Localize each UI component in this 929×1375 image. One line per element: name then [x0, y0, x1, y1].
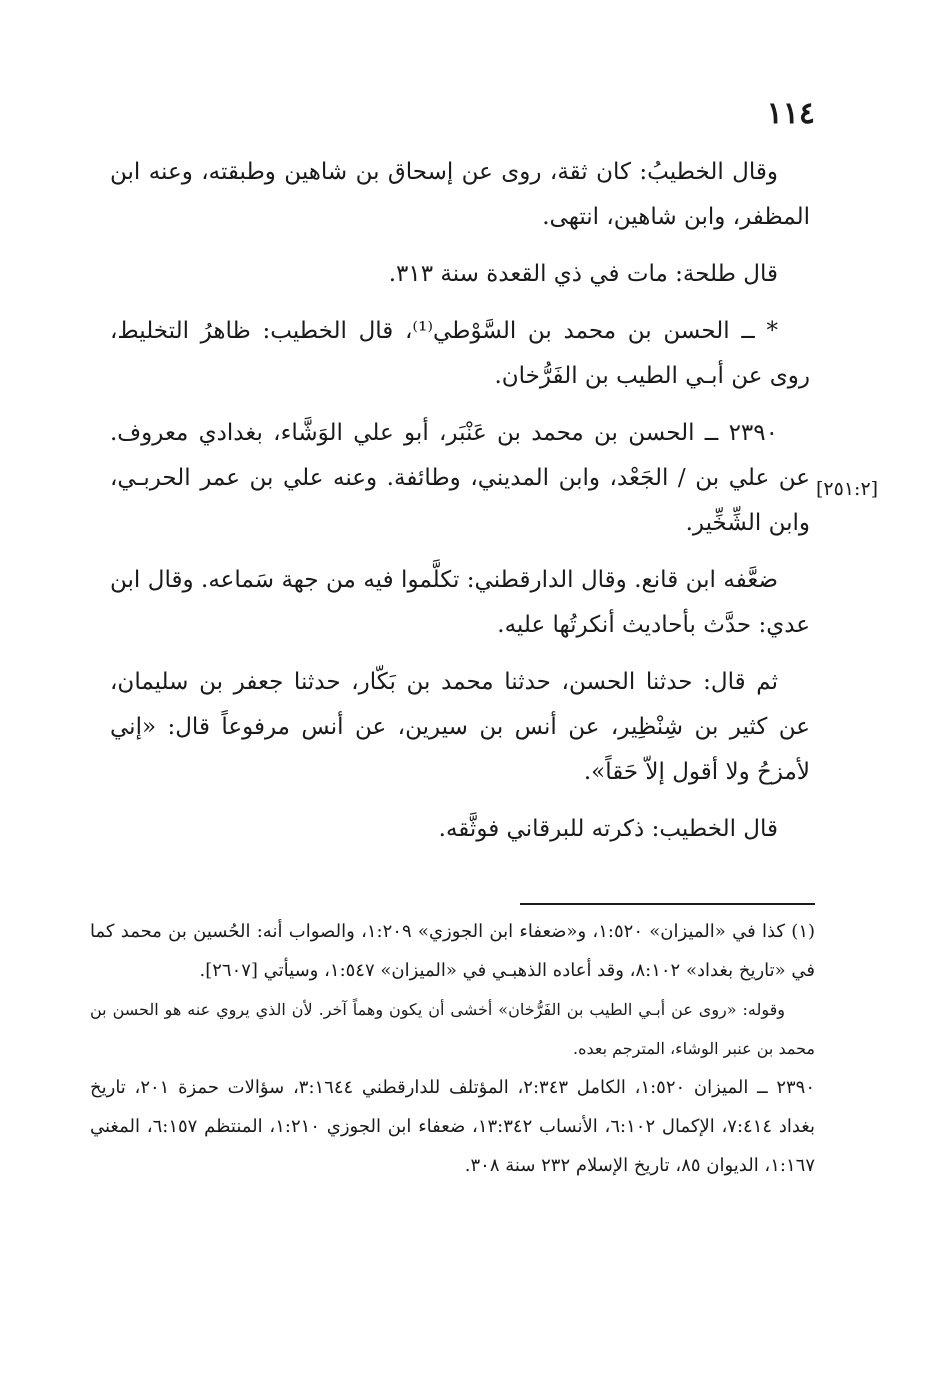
footnote-1-continued: وقوله: «روى عن أبـي الطيب بن الفَرُّخان» أخشى أن يكون وهماً آخر. لأن الذي يروي عنه هو الحسن بن محمد بن عنبر الوشاء، المترجم بعده. — [90, 1000, 815, 1058]
footnote-divider — [520, 903, 815, 905]
paragraph-talha-death: قال طلحة: مات في ذي القعدة سنة ٣١٣. — [388, 261, 778, 287]
margin-reference: [٢٥١:٢] — [816, 478, 879, 500]
paragraph-daaf: ضعَّفه ابن قانع. وقال الدارقطني: تكلَّموا فيه من جهة سَماعه. وقال ابن عدي: حدَّث بأحاديث أنكرتُها عليه. — [110, 567, 810, 638]
page-number: ١١٤ — [766, 96, 815, 131]
paragraph-khatib-thiqa: وقال الخطيبُ: كان ثقة، روى عن إسحاق بن شاهين وطبقته، وعنه ابن المظفر، وابن شاهين، انتهى. — [110, 159, 810, 230]
footnotes — [90, 912, 815, 1185]
paragraph-hasan-sawti: * ــ الحسن بن محمد بن السَّوْطي⁽¹⁾، قال الخطيب: ظاهرُ التخليط، روى عن أبـي الطيب بن الفَرُّخان. — [110, 318, 810, 389]
main-text — [110, 150, 810, 864]
footnote-1: (١) كذا في «الميزان» ١:٥٢٠، و«ضعفاء ابن الجوزي» ١:٢٠٩، والصواب أنه: الحُسين بن محمد كما في «تاريخ بغداد» ٨:١٠٢، وقد أعاده الذهبـي في «الميزان» ١:٥٤٧، وسيأتي [٢٦٠٧]. — [90, 921, 816, 981]
paragraph-barqani: قال الخطيب: ذكرته للبرقاني فوثَّقه. — [438, 816, 778, 842]
paragraph-entry-2390: ٢٣٩٠ ــ الحسن بن محمد بن عَنْبَر، أبو علي الوَشَّاء، بغدادي معروف. عن علي بن / الجَعْد، وابن المديني، وطائفة. وعنه علي بن عمر الحربـي، وابن الشِّخِّير. — [110, 420, 810, 536]
footnote-sources-2390: ٢٣٩٠ ــ الميزان ١:٥٢٠، الكامل ٢:٣٤٣، المؤتلف للدارقطني ٣:١٦٤٤، سؤالات حمزة ٢٠١، تاريخ بغداد ٧:٤١٤، الإكمال ٦:١٠٢، الأنساب ١٣:٣٤٢، ضعفاء ابن الجوزي ١:٢١٠، المنتظم ٦:١٥٧، المغني ١:١٦٧، الديوان ٨٥، تاريخ الإسلام ٢٣٢ سنة ٣٠٨. — [90, 1077, 816, 1176]
paragraph-hadith: ثم قال: حدثنا الحسن، حدثنا محمد بن بَكّار، حدثنا جعفر بن سليمان، عن كثير بن شِنْظِير، عن أنس بن سيرين، عن أنس مرفوعاً قال: «إني لأمزحُ ولا أقول إلاّ حَقاً». — [110, 669, 810, 785]
